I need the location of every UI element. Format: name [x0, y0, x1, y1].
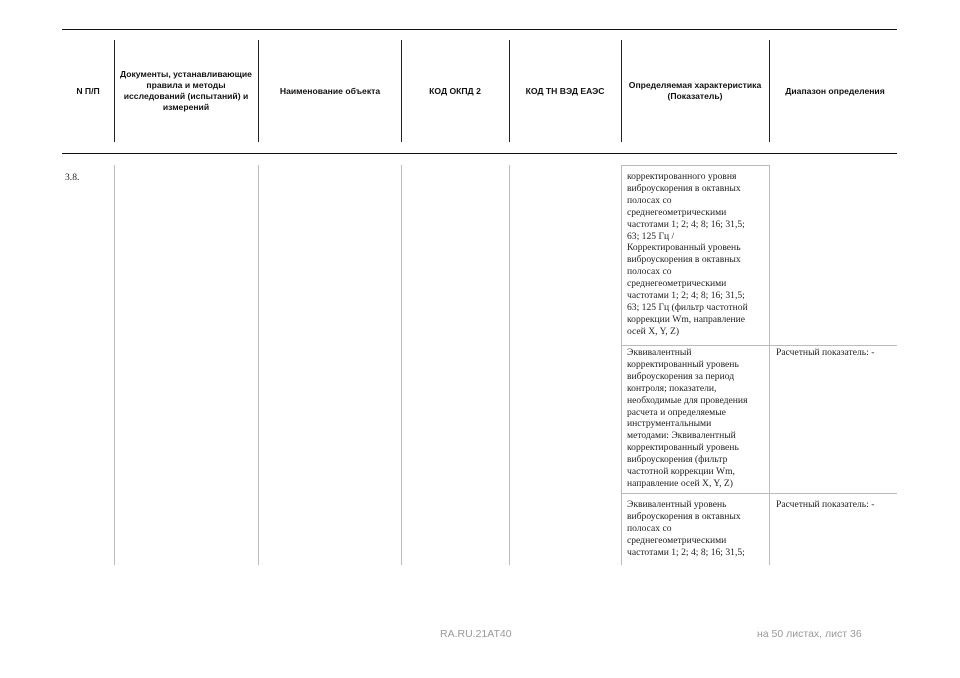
characteristic-line: необходимые для проведения: [627, 394, 748, 406]
header-range: Диапазон определения: [785, 85, 885, 96]
body-divider: [258, 165, 259, 565]
row-border: [621, 345, 897, 346]
document-code: RA.RU.21AT40: [440, 628, 512, 640]
characteristic-line: Корректированный уровень: [627, 242, 741, 254]
characteristic-line: виброускорения в октавных: [627, 182, 741, 194]
header-divider: [769, 40, 770, 142]
header-okpd2: КОД ОКПД 2: [429, 85, 481, 96]
row-border: [621, 493, 897, 494]
characteristic-line: 63; 125 Гц (фильтр частотной: [627, 301, 748, 313]
header-divider: [509, 40, 510, 142]
characteristic-line: полосах со: [627, 266, 672, 278]
range-cell: Расчетный показатель: -: [776, 499, 875, 510]
characteristic-line: среднегеометрическими: [627, 206, 727, 218]
table-top-border: [62, 29, 897, 30]
sheet-count: на 50 листах, лист 36: [757, 628, 862, 640]
characteristic-line: корректированного уровня: [627, 171, 737, 182]
characteristic-line: 63; 125 Гц /: [627, 230, 675, 242]
header-divider: [401, 40, 402, 142]
body-divider: [401, 165, 402, 565]
header-number: N П/П: [76, 85, 100, 96]
characteristic-line: частотной коррекции Wm,: [627, 466, 735, 478]
characteristic-line: Эквивалентный уровень: [627, 499, 727, 510]
header-divider: [258, 40, 259, 142]
characteristic-line: методами: Эквивалентный: [627, 430, 736, 442]
characteristic-line: коррекции Wm, направление: [627, 313, 746, 325]
characteristic-line: виброускорения (фильтр: [627, 454, 728, 466]
characteristic-line: корректированный уровень: [627, 358, 739, 370]
header-divider: [114, 40, 115, 142]
characteristic-line: виброускорения в октавных: [627, 254, 741, 266]
body-divider: [509, 165, 510, 565]
characteristic-cell: [627, 347, 747, 490]
characteristic-line: осей X, Y, Z): [627, 325, 680, 337]
characteristic-line: среднегеометрическими: [627, 278, 727, 290]
row-number: 3.8.: [65, 172, 80, 183]
header-tnved: КОД ТН ВЭД ЕАЭС: [525, 85, 605, 96]
header-object-name: Наименование объекта: [279, 85, 381, 96]
characteristic-line: инструментальными: [627, 418, 712, 430]
characteristic-line: виброускорения за период: [627, 370, 735, 382]
characteristic-line: корректированный уровень: [627, 442, 739, 454]
characteristic-line: частотами 1; 2; 4; 8; 16; 31,5;: [627, 546, 745, 558]
body-divider: [621, 165, 622, 565]
header-characteristic: Определяемая характеристика (Показатель): [628, 80, 762, 101]
header-documents: Документы, устанавливающие правила и методы исследований (испытаний) и измерений: [120, 69, 252, 112]
body-divider: [769, 165, 770, 565]
characteristic-line: частотами 1; 2; 4; 8; 16; 31,5;: [627, 218, 745, 230]
range-cell: Расчетный показатель: -: [776, 347, 875, 358]
characteristic-line: расчета и определяемые: [627, 406, 726, 418]
characteristic-line: виброускорения в октавных: [627, 510, 741, 522]
characteristic-line: направление осей X, Y, Z): [627, 477, 733, 489]
characteristic-line: среднегеометрическими: [627, 534, 727, 546]
characteristic-cell: [627, 499, 745, 559]
characteristic-line: полосах со: [627, 522, 672, 534]
body-divider: [114, 165, 115, 565]
characteristic-line: полосах со: [627, 194, 672, 206]
characteristic-cell: [627, 171, 748, 338]
characteristic-line: частотами 1; 2; 4; 8; 16; 31,5;: [627, 290, 745, 302]
characteristic-line: Эквивалентный: [627, 347, 692, 358]
characteristic-line: контроля; показатели,: [627, 382, 717, 394]
header-divider: [621, 40, 622, 142]
header-bottom-border: [62, 153, 897, 154]
row-border: [621, 165, 769, 166]
